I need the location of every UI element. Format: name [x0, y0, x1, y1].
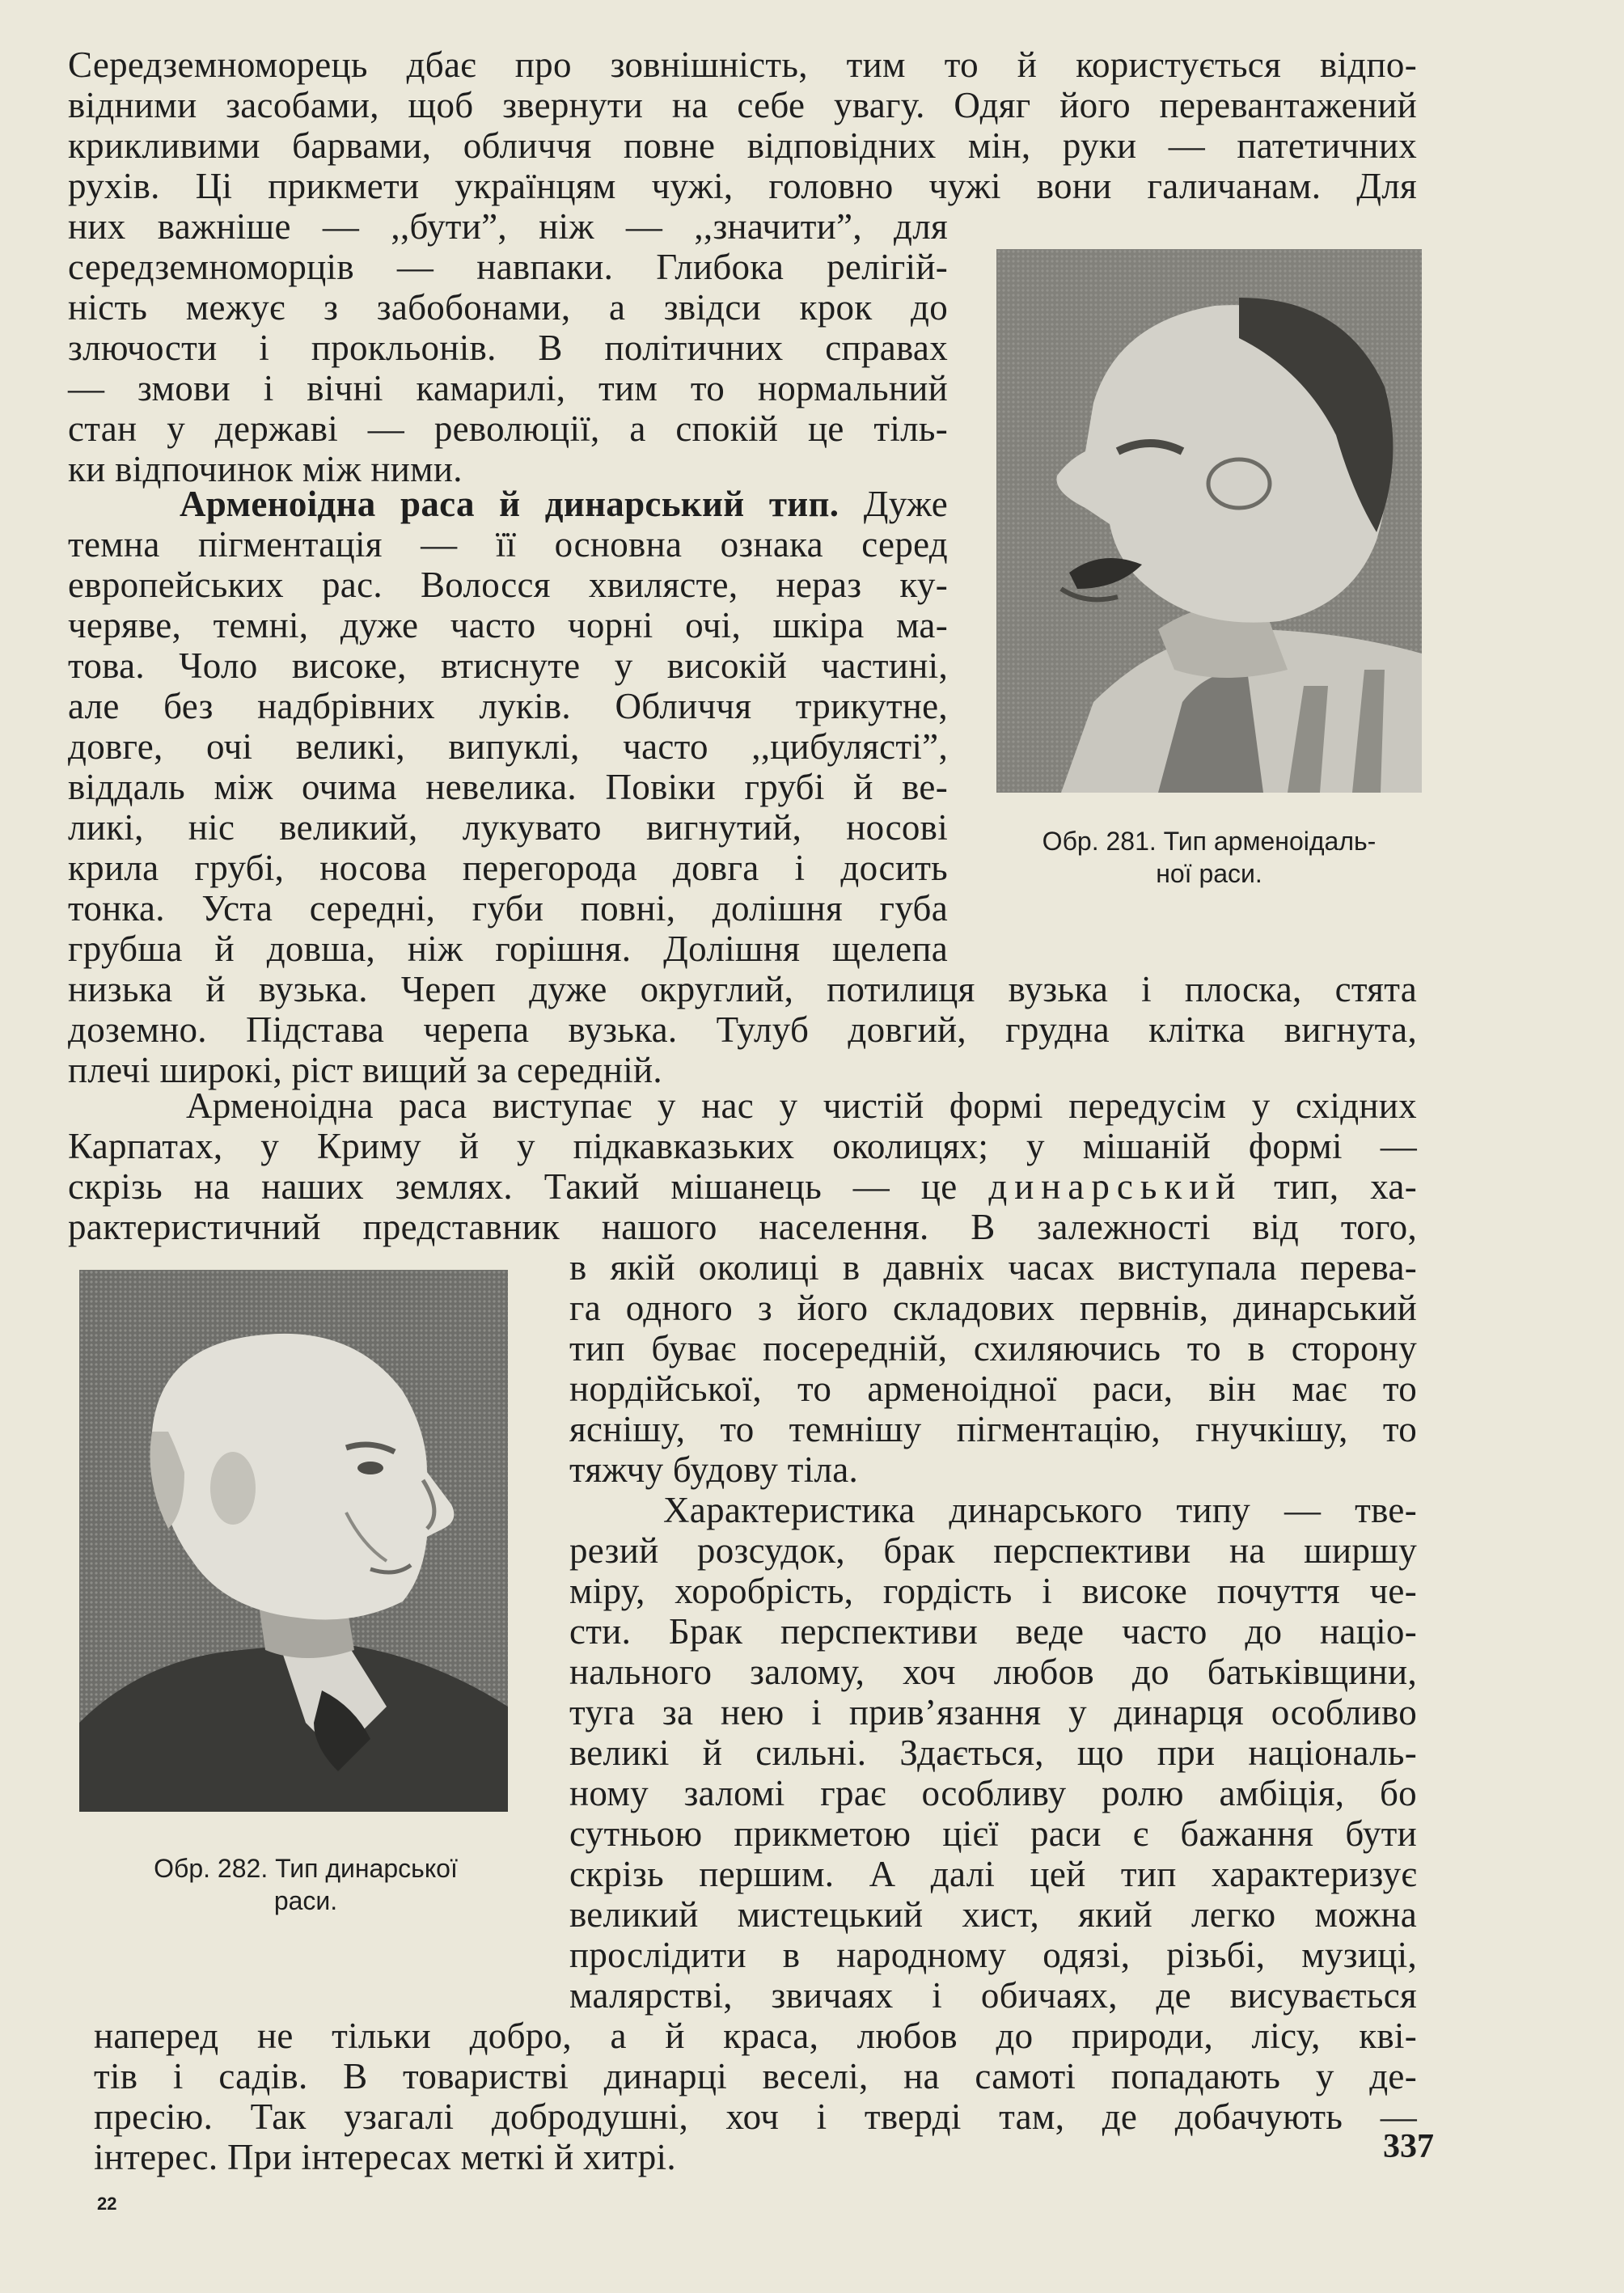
armenoid-portrait-image [996, 249, 1422, 793]
text-line: скрізь першим. А далі цей тип характеризує [569, 1854, 1417, 1894]
text-line: тів і садів. В товаристві динарці веселі, на самоті попадають у де- [94, 2056, 1417, 2096]
text-line: великий мистецький хист, який легко можна [569, 1894, 1417, 1935]
text-line: ному заломі грає особливу ролю амбіція, бо [569, 1773, 1417, 1813]
dinaric-portrait-image [79, 1270, 508, 1812]
text-line: але без надбрівних луків. Обличчя трикутне, [68, 686, 948, 726]
text-line: пресію. Так узагалі добродушні, хоч і тверді там, де добачують — [94, 2096, 1417, 2137]
text-line: середземноморців — навпаки. Глибока релігій- [68, 247, 948, 287]
text-line: стан у державі — революції, а спокій це тіль- [68, 408, 948, 449]
text-line: довге, очі великі, випуклі, часто ,,цибулясті”, [68, 726, 948, 767]
text-line: злючости і прокльонів. В політичних справах [68, 328, 948, 368]
figure-281-photo [996, 249, 1422, 793]
text-line: прослідити в народному одязі, різьбі, музиці, [569, 1935, 1417, 1975]
figure-282-caption [79, 1852, 532, 1917]
text-line: тонка. Уста середні, губи повні, долішня губа [68, 888, 948, 929]
text-line: га одного з його складових первнів, динарський [569, 1288, 1417, 1328]
text-line: низька й вузька. Череп дуже округлий, потилиця вузька і плоска, стята [68, 969, 1417, 1009]
text-line: плечі широкі, ріст вищий за середній. [68, 1050, 662, 1090]
text-line: рактеристичний представник нашого населення. В залежності від того, [68, 1207, 1417, 1247]
text-line: Арменоідна раса виступає у нас у чистій формі передусім у східних [186, 1085, 1417, 1126]
emphasized-term: динарський [988, 1166, 1243, 1207]
text-line: черяве, темні, дуже часто чорні очі, шкіра ма- [68, 605, 948, 645]
text-line: яснішу, то темнішу пігментацію, гнучкішу, то [569, 1409, 1417, 1449]
text-line: Характеристика динарського типу — тве- [663, 1490, 1417, 1530]
text-line: грубша й довша, ніж горішня. Долішня щелепа [68, 929, 948, 969]
text-line: Середземноморець дбає про зовнішність, тим то й користується відпо- [68, 44, 1417, 85]
text-line: тяжчу будову тіла. [569, 1449, 859, 1490]
text-line: віддаль між очима невелика. Повіки грубі й ве- [68, 767, 948, 807]
text-fragment: скрізь на наших землях. Такий мішанець — це [68, 1166, 958, 1207]
signature-mark: 22 [97, 2194, 117, 2214]
text-line-spaced [68, 1166, 1417, 1207]
text-line: ликі, ніс великий, лукувато вигнутий, носові [68, 807, 948, 848]
text-line: доземно. Підстава черепа вузька. Тулуб довгий, грудна клітка вигнута, [68, 1009, 1417, 1050]
text-line: сутньою прикметою цієї раси є бажання бути [569, 1813, 1417, 1854]
text-line: ки відпочинок між ними. [68, 449, 463, 489]
figure-281-caption [988, 825, 1430, 890]
text-line: резий розсудок, брак перспективи на ширшу [569, 1530, 1417, 1571]
caption-line: Обр. 282. Тип динарської [154, 1854, 458, 1883]
text-line: темна пігментація — її основна ознака серед [68, 524, 948, 565]
text-line: това. Чоло високе, втиснуте у високій частині, [68, 645, 948, 686]
section-heading-line [180, 484, 948, 524]
text-line: ність межує з забобонами, а звідси крок до [68, 287, 948, 328]
text-line: відними засобами, щоб звернути на себе увагу. Одяг його перевантажений [68, 85, 1417, 125]
text-line: нордійської, то арменоідної раси, він має то [569, 1369, 1417, 1409]
text-line: інтерес. При інтересах меткі й хитрі. [94, 2137, 676, 2177]
text-line: туга за нею і прив’язання у динарця особливо [569, 1692, 1417, 1732]
text-line: великі й сильні. Здається, що при національ- [569, 1732, 1417, 1773]
text-line: — змови і вічні камарилі, тим то нормальний [68, 368, 948, 408]
caption-line: ної раси. [1156, 859, 1262, 888]
text-line: крила грубі, носова перегорода довга і досить [68, 848, 948, 888]
text-line: тип буває посередній, схиляючись то в сторону [569, 1328, 1417, 1369]
text-line: них важніше — ,,бути”, ніж — ,,значити”, для [68, 206, 948, 247]
text-line: наперед не тільки добро, а й краса, любов до природи, лісу, кві- [94, 2016, 1417, 2056]
section-heading: Арменоідна раса й динарський тип. [180, 484, 839, 524]
text-line: малярстві, звичаях і обичаях, де висувається [569, 1975, 1417, 2016]
text-line: міру, хоробрість, гордість і високе почуття че- [569, 1571, 1417, 1611]
text-line: крикливими барвами, обличчя повне відповідних мін, руки — патетичних [68, 125, 1417, 166]
page-number: 337 [1383, 2128, 1434, 2165]
text-fragment: Дуже [863, 484, 948, 524]
text-fragment: тип, ха- [1274, 1166, 1417, 1207]
text-line: Карпатах, у Криму й у підкавказьких околицях; у мішаній формі — [68, 1126, 1417, 1166]
caption-line: Обр. 281. Тип арменоідаль- [1042, 827, 1377, 856]
text-line: в якій околиці в давніх часах виступала перева- [569, 1247, 1417, 1288]
caption-line: раси. [273, 1886, 338, 1915]
text-line: европейських рас. Волосся хвилясте, нераз ку- [68, 565, 948, 605]
text-line: нального залому, хоч любов до батьківщини, [569, 1652, 1417, 1692]
text-line: сти. Брак перспективи веде часто до націо- [569, 1611, 1417, 1652]
text-line: рухів. Ці прикмети українцям чужі, головно чужі вони галичанам. Для [68, 166, 1417, 206]
figure-282-photo [79, 1270, 508, 1812]
